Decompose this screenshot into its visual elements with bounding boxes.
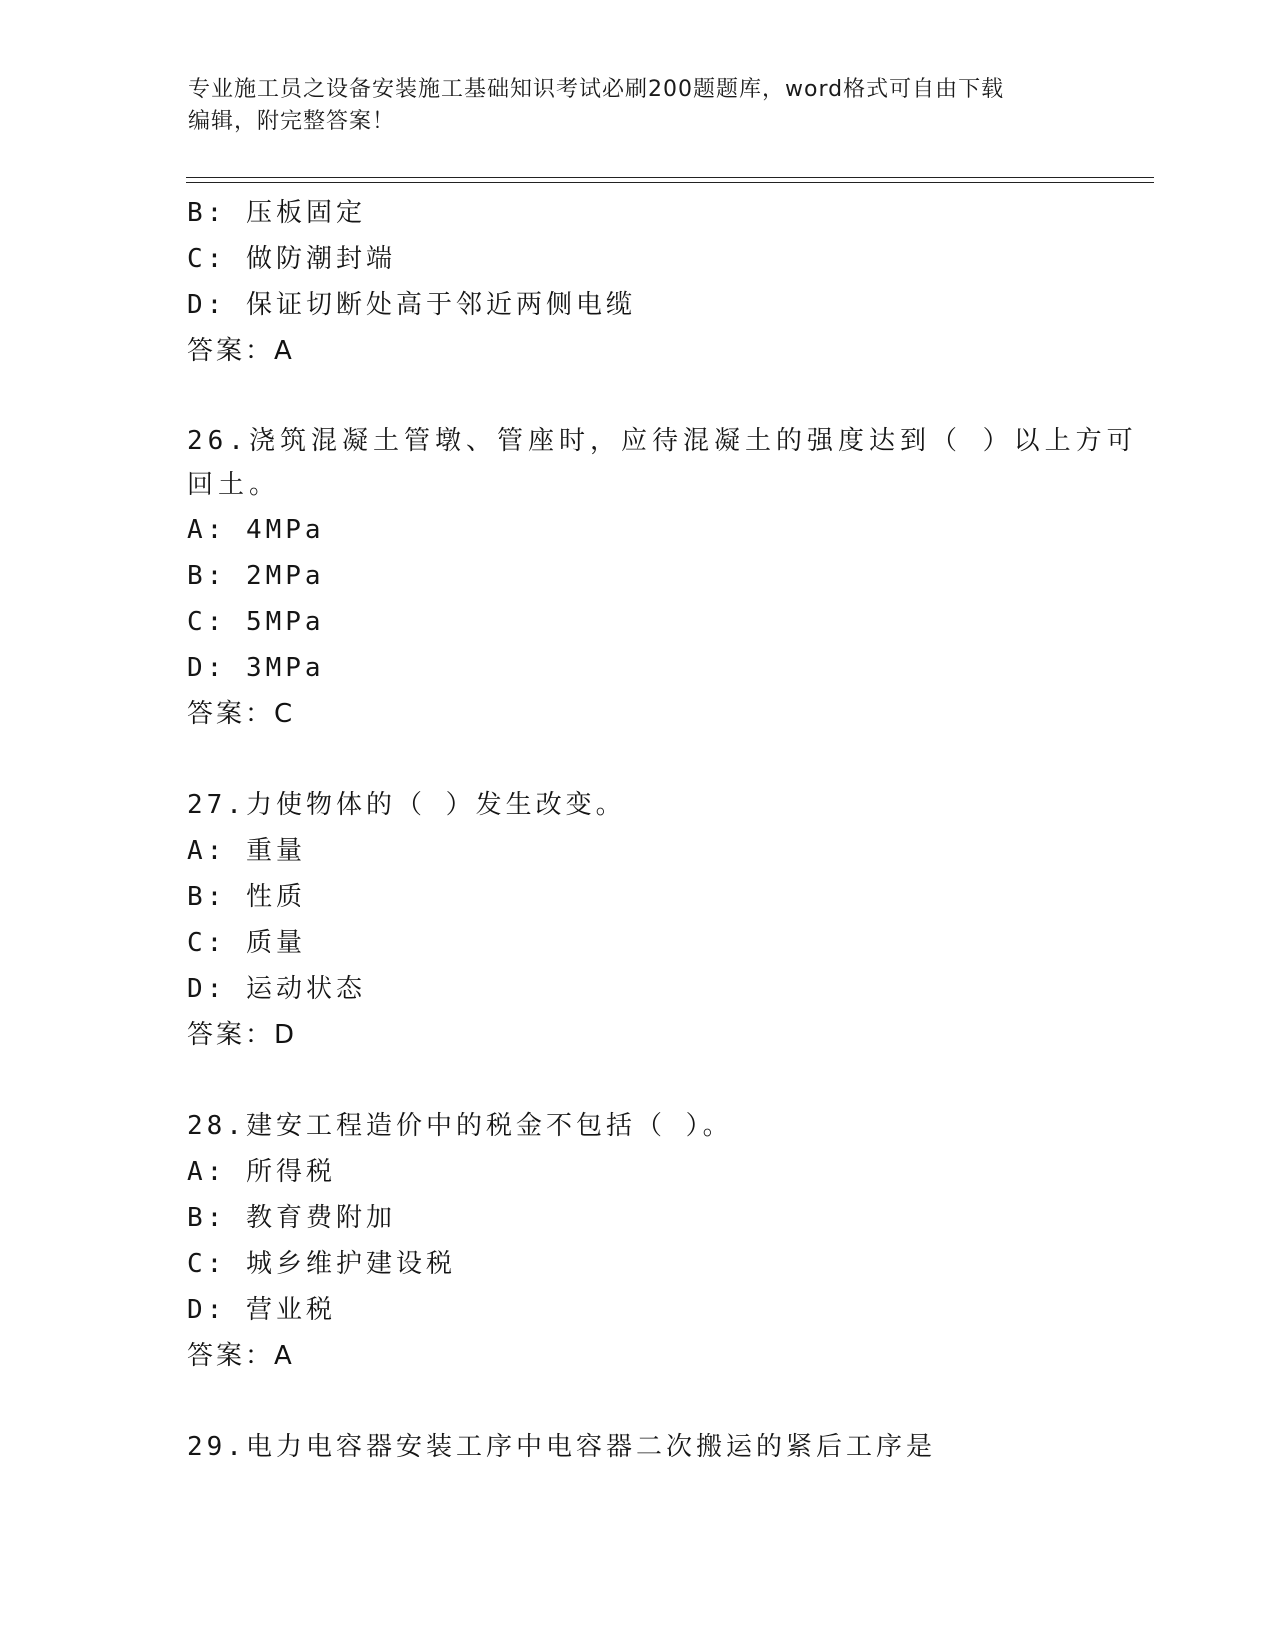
option-b: B: 2MPa (187, 561, 325, 591)
option-d: D: 3MPa (187, 653, 325, 683)
option-c: C: 5MPa (187, 607, 325, 637)
question-content (187, 190, 1147, 1470)
header-divider-bottom (186, 182, 1154, 183)
header-title-line1: 专业施工员之设备安装施工基础知识考试必刷200题题库，word格式可自由下载 (188, 77, 1005, 102)
question-29 (187, 1424, 1147, 1470)
option-c: C: 质量 (187, 928, 306, 958)
option-c: C: 城乡维护建设税 (187, 1249, 456, 1279)
option-c: C: 做防潮封端 (187, 244, 396, 274)
question-text: 27.力使物体的（ ）发生改变。 (187, 790, 626, 820)
option-a: A: 4MPa (187, 515, 325, 545)
question-26 (187, 419, 1147, 737)
question-27 (187, 782, 1147, 1058)
question-text: 26.浇筑混凝土管墩、管座时，应待混凝土的强度达到（ ）以上方可回土。 (187, 426, 1138, 500)
answer-label: 答案：C (187, 699, 296, 729)
answer-label: 答案：A (187, 1341, 295, 1371)
option-d: D: 保证切断处高于邻近两侧电缆 (187, 290, 636, 320)
option-a: A: 所得税 (187, 1157, 336, 1187)
option-b: B: 压板固定 (187, 198, 366, 228)
option-d: D: 运动状态 (187, 974, 366, 1004)
document-header (188, 74, 1088, 138)
option-d: D: 营业税 (187, 1295, 336, 1325)
question-text: 29.电力电容器安装工序中电容器二次搬运的紧后工序是 (187, 1432, 936, 1462)
header-divider-top (186, 177, 1154, 178)
option-b: B: 性质 (187, 882, 306, 912)
header-title-line2: 编辑，附完整答案！ (188, 109, 396, 134)
answer-label: 答案：D (187, 1020, 298, 1050)
answer-label: 答案：A (187, 336, 295, 366)
option-b: B: 教育费附加 (187, 1203, 396, 1233)
question-25-tail (187, 190, 1147, 374)
question-text: 28.建安工程造价中的税金不包括（ ）。 (187, 1111, 733, 1141)
option-a: A: 重量 (187, 836, 306, 866)
question-28 (187, 1103, 1147, 1379)
